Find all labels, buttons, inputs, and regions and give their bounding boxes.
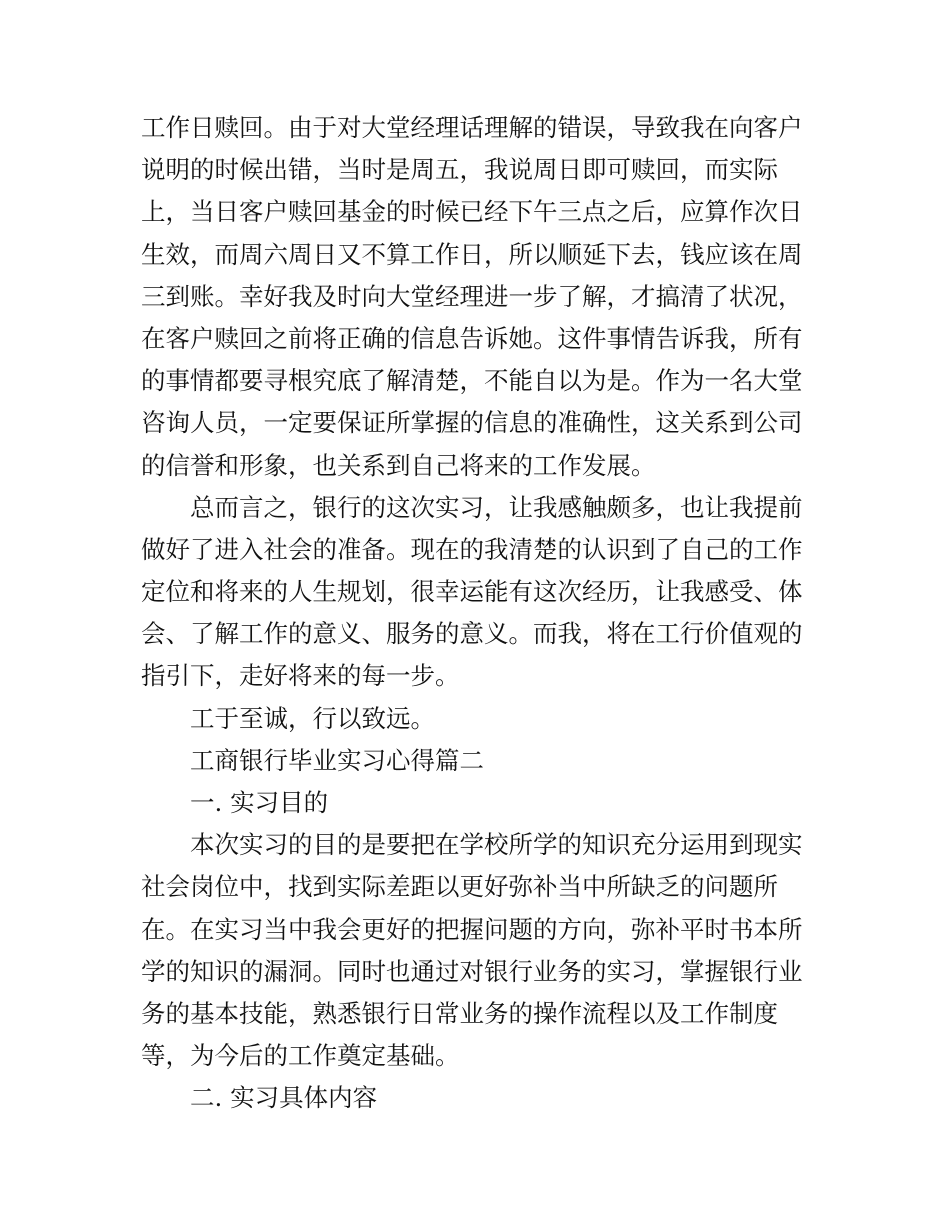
- heading-content: 二. 实习具体内容: [190, 1083, 378, 1113]
- motto-line: 工于至诚，行以致远。: [190, 703, 435, 733]
- text-line: 务的基本技能，熟悉银行日常业务的操作流程以及工作制度: [141, 998, 778, 1028]
- paragraph-start-line: 本次实习的目的是要把在学校所学的知识充分运用到现实: [190, 830, 803, 860]
- text-line: 做好了进入社会的准备。现在的我清楚的认识到了自己的工作: [141, 534, 803, 564]
- text-line: 学的知识的漏洞。同时也通过对银行业务的实习，掌握银行业: [141, 956, 803, 986]
- text-line: 等，为今后的工作奠定基础。: [141, 1041, 460, 1071]
- document-body: [141, 107, 821, 1120]
- text-line: 生效，而周六周日又不算工作日，所以顺延下去，钱应该在周: [141, 239, 803, 269]
- text-line: 指引下，走好将来的每一步。: [141, 661, 460, 691]
- text-line: 上，当日客户赎回基金的时候已经下午三点之后，应算作次日: [141, 197, 803, 227]
- heading-purpose: 一. 实习目的: [190, 788, 329, 817]
- text-line: 咨询人员，一定要保证所掌握的信息的准确性，这关系到公司: [141, 408, 803, 438]
- text-line: 说明的时候出错，当时是周五，我说周日即可赎回，而实际: [141, 155, 778, 185]
- text-line: 会、了解工作的意义、服务的意义。而我，将在工行价值观的: [141, 619, 803, 649]
- paragraph-start-line: 总而言之，银行的这次实习，让我感触颇多，也让我提前: [190, 492, 803, 522]
- text-line: 三到账。幸好我及时向大堂经理进一步了解，才搞清了状况，: [141, 281, 803, 311]
- text-line: 在客户赎回之前将正确的信息告诉她。这件事情告诉我，所有: [141, 323, 803, 353]
- text-line: 工作日赎回。由于对大堂经理话理解的错误，导致我在向客户: [141, 113, 803, 142]
- text-line: 的事情都要寻根究底了解清楚，不能自以为是。作为一名大堂: [141, 366, 803, 396]
- text-line: 社会岗位中，找到实际差距以更好弥补当中所缺乏的问题所: [141, 872, 778, 902]
- text-line: 在。在实习当中我会更好的把握问题的方向，弥补平时书本所: [141, 914, 803, 944]
- text-line: 的信誉和形象，也关系到自己将来的工作发展。: [141, 450, 656, 480]
- text-line: 定位和将来的人生规划，很幸运能有这次经历，让我感受、体: [141, 577, 803, 607]
- section-title: 工商银行毕业实习心得篇二: [190, 745, 484, 775]
